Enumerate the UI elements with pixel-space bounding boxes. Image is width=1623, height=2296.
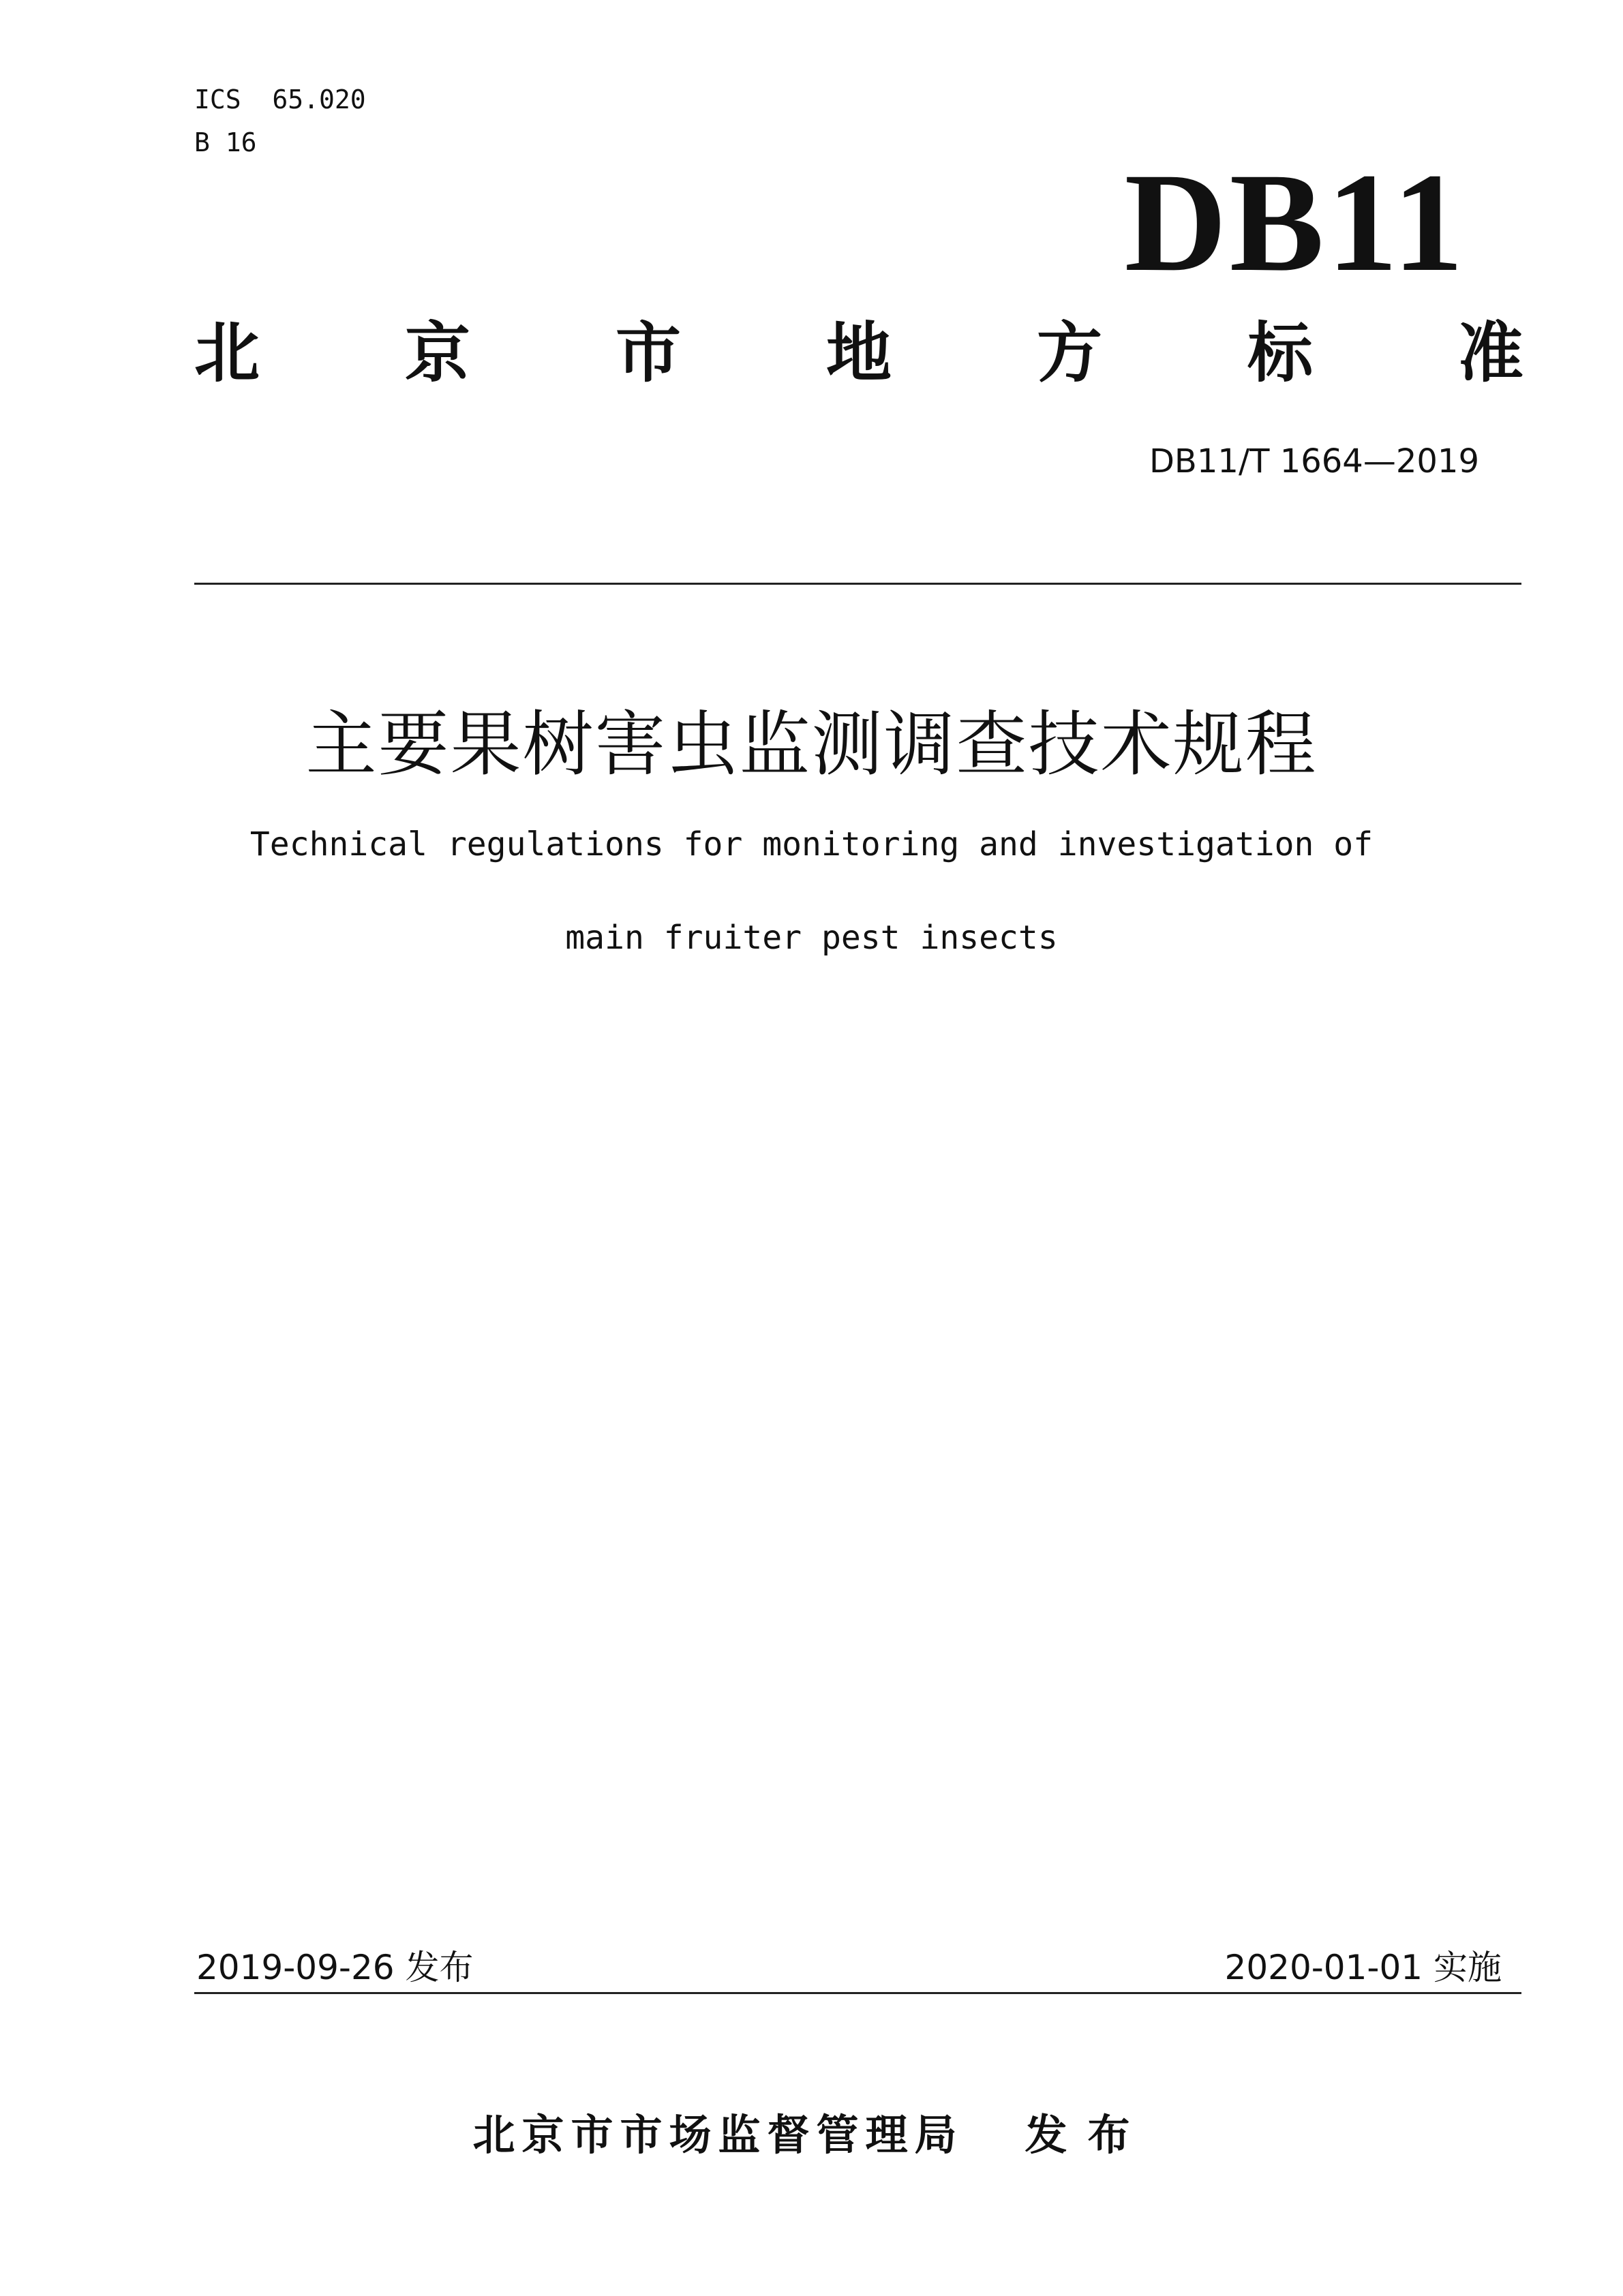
standard-type-heading: [194, 315, 1523, 391]
issue-date: 2019-09-26 发布: [196, 1948, 474, 1987]
standard-type-char: 北: [194, 315, 260, 391]
issuer-line: [0, 2110, 1623, 2160]
issuer-action: 发布: [1025, 2110, 1151, 2160]
standard-type-char: 京: [405, 315, 470, 391]
standard-type-char: 地: [826, 315, 892, 391]
standard-type-char: 标: [1247, 315, 1313, 391]
db11-logo: DB11: [1124, 144, 1466, 301]
issuer-name: 北京市市场监督管理局: [472, 2110, 964, 2160]
header-divider: [194, 583, 1521, 585]
ccs-code: B 16: [194, 127, 257, 157]
title-english-line-2: main fruiter pest insects: [565, 919, 1058, 957]
footer-divider: [194, 1992, 1521, 1994]
implementation-date: 2020-01-01 实施: [1224, 1948, 1502, 1987]
standard-type-char: 准: [1458, 315, 1523, 391]
standard-type-char: 方: [1037, 315, 1102, 391]
standard-type-char: 市: [616, 315, 681, 391]
ics-code: ICS 65.020: [194, 85, 366, 114]
title-english-line-1: Technical regulations for monitoring and investigation of: [249, 825, 1374, 863]
standard-number: DB11/T 1664—2019: [1149, 442, 1479, 480]
title-chinese: 主要果树害虫监测调查技术规程: [305, 703, 1318, 786]
